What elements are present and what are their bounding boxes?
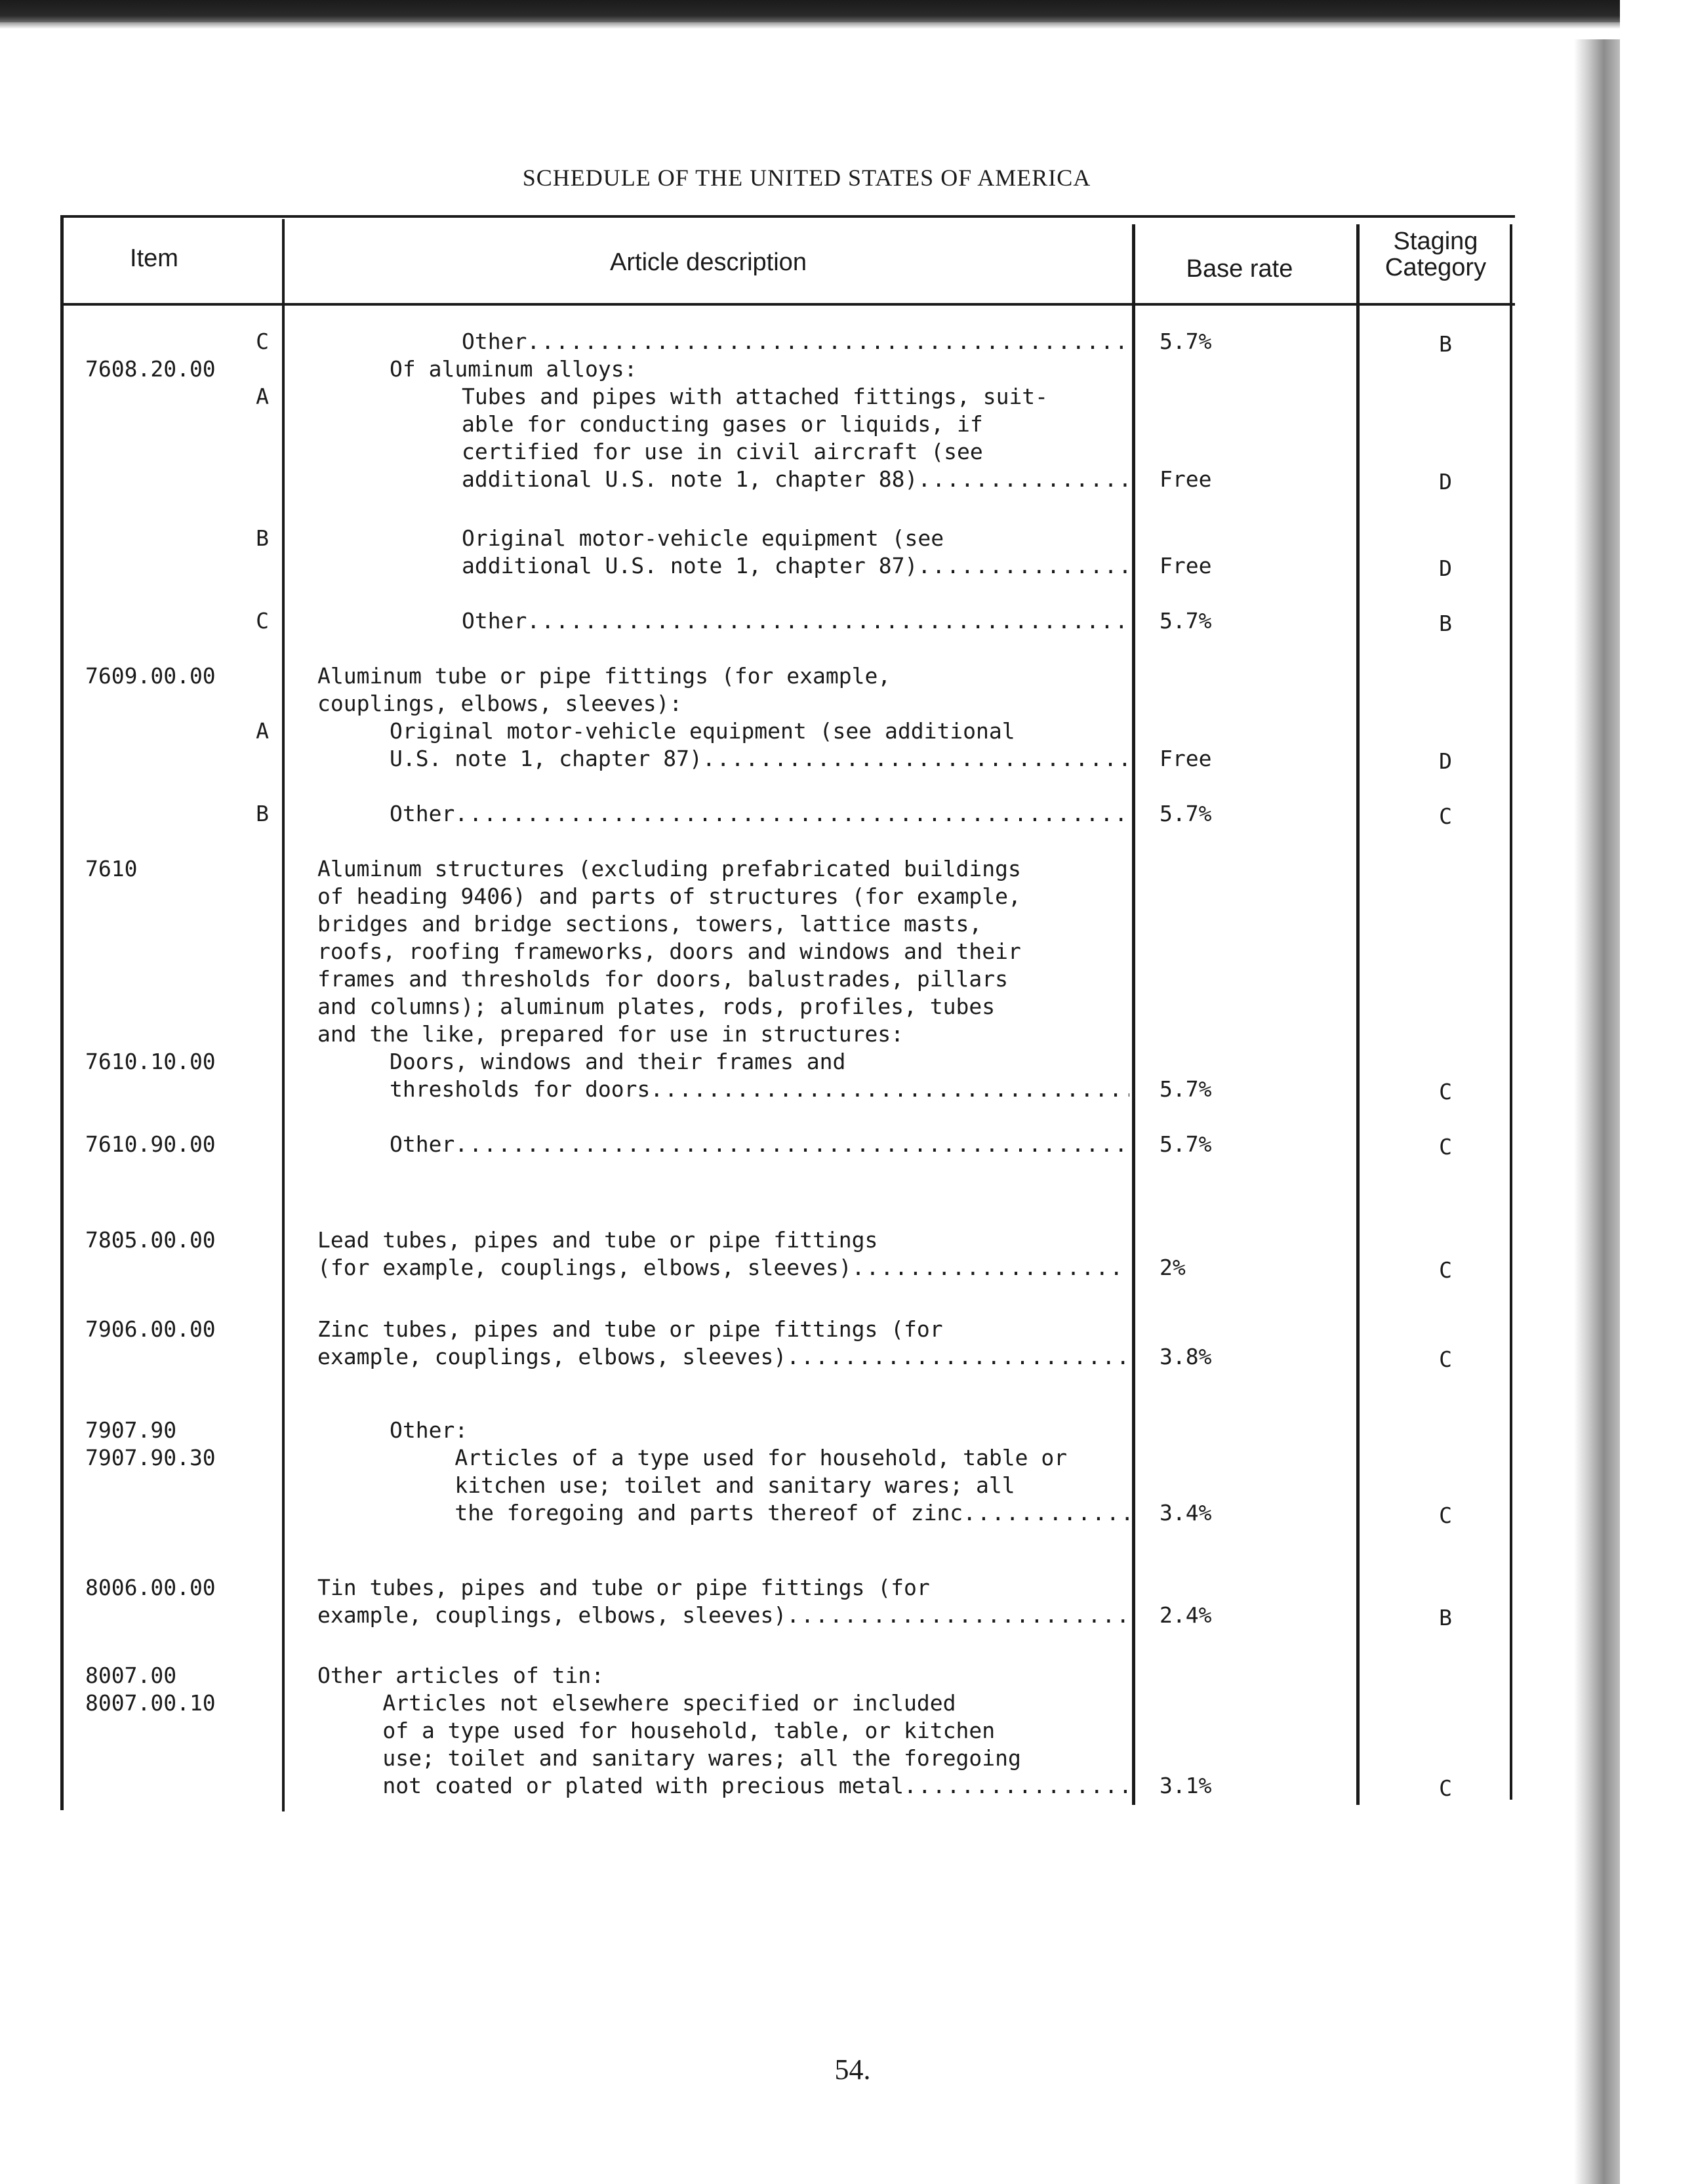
staging-category: D [1439,556,1452,581]
staging-category: D [1439,748,1452,774]
item-code: 8006.00.00 [85,1575,216,1600]
scan-binding-shadow [1574,39,1620,2184]
description-text: Other [390,801,455,826]
staging-category: B [1439,331,1452,357]
article-description-line [462,525,1129,552]
table-header-divider [60,303,1515,306]
description-text: Other: [390,1417,468,1443]
leader-dots [852,1254,1129,1282]
article-description-line [317,1602,1129,1629]
description-text: and the like, prepared for use in structures: [317,1021,904,1047]
description-text: Other [462,608,527,634]
item-code: B [256,801,269,826]
scan-top-edge [0,0,1696,22]
header-base-rate: Base rate [1186,255,1293,283]
description-text: Tubes and pipes with attached fittings, suit- [462,384,1049,409]
item-code: 8007.00 [85,1663,177,1688]
leader-dots [454,1131,1129,1158]
description-text: certified for use in civil aircraft (see [462,439,983,464]
description-text: additional U.S. note 1, chapter 87) [462,553,918,578]
article-description-line [317,1316,1129,1343]
article-description-line [317,883,1129,910]
description-text: Articles not elsewhere specified or included [317,1690,956,1716]
description-text: U.S. note 1, chapter 87) [390,746,702,771]
item-code: A [256,718,269,744]
description-text: able for conducting gases or liquids, if [462,411,983,437]
header-staging-line2: Category [1384,254,1487,281]
staging-category: C [1439,1134,1452,1160]
article-description-line [317,993,1129,1021]
base-rate: 5.7% [1160,1131,1212,1157]
staging-category: C [1439,1346,1452,1372]
leader-dots [454,800,1129,828]
article-description-line [390,1417,1129,1444]
description-text: frames and thresholds for doors, balustrades, pillars [317,966,1008,992]
header-staging-line1: Staging [1393,228,1478,255]
leader-dots [918,466,1129,493]
staging-category: C [1439,1503,1452,1528]
description-text: the foregoing and parts thereof of zinc [390,1500,963,1526]
article-description-line [390,355,1129,383]
article-description-line [317,1662,1129,1689]
leader-dots [786,1343,1129,1371]
article-description-line [390,1499,1129,1527]
article-description-line [462,466,1129,493]
description-text: Aluminum structures (excluding prefabricated buildings [317,856,1021,881]
article-description-line [317,1717,1129,1745]
header-item: Item [130,245,178,272]
leader-dots [904,1772,1129,1800]
base-rate: 3.4% [1160,1500,1212,1526]
base-rate: Free [1160,746,1212,771]
page-number: 54. [834,2053,871,2086]
description-text: of heading 9406) and parts of structures (for example, [317,883,1021,909]
base-rate: 5.7% [1160,1076,1212,1102]
item-code: C [256,329,269,354]
description-text: Other articles of tin: [317,1663,605,1688]
staging-category: B [1439,1605,1452,1630]
leader-dots [702,745,1129,773]
article-description-line [462,328,1129,355]
article-description-line [317,1745,1129,1772]
item-code: 7609.00.00 [85,663,216,689]
description-text: Aluminum tube or pipe fittings (for example, [317,663,891,689]
article-description-line [390,745,1129,773]
header-staging-category [1362,228,1510,281]
header-article-description: Article description [610,249,807,276]
description-text: and columns); aluminum plates, rods, profiles, tubes [317,994,996,1019]
description-text: Zinc tubes, pipes and tube or pipe fittings (for [317,1316,943,1342]
staging-category: C [1439,1775,1452,1801]
description-text: Doors, windows and their frames and [390,1049,846,1074]
item-code: 7907.90 [85,1417,177,1443]
description-text: use; toilet and sanitary wares; all the foregoing [317,1745,1021,1771]
article-description-line [317,965,1129,993]
leader-dots [527,607,1129,635]
description-text: not coated or plated with precious metal [317,1773,904,1798]
item-code: 7610.10.00 [85,1049,216,1074]
article-description-line [317,1226,1129,1254]
base-rate: 5.7% [1160,329,1212,354]
description-text: Other [390,1131,455,1157]
leader-dots [786,1602,1129,1629]
description-text: Lead tubes, pipes and tube or pipe fittings [317,1227,878,1253]
column-divider-rate [1132,224,1135,1805]
base-rate: 3.8% [1160,1344,1212,1369]
item-code: 7907.90.30 [85,1445,216,1470]
description-text: (for example, couplings, elbows, sleeves) [317,1255,852,1280]
base-rate: 5.7% [1160,801,1212,826]
item-code: 7610.90.00 [85,1131,216,1157]
description-text: couplings, elbows, sleeves): [317,691,683,716]
article-description-line [317,1343,1129,1371]
article-description-line [462,552,1129,580]
article-description-line [317,690,1129,718]
article-description-line [390,1048,1129,1076]
description-text: Articles of a type used for household, table or [390,1445,1068,1470]
article-description-line [317,1574,1129,1602]
description-text: Original motor-vehicle equipment (see additional [390,718,1015,744]
column-divider-item [282,219,285,1811]
staging-category: C [1439,1079,1452,1104]
description-text: example, couplings, elbows, sleeves) [317,1602,787,1628]
article-description-line [462,383,1129,411]
article-description-line [462,411,1129,438]
base-rate: 3.1% [1160,1773,1212,1798]
description-text: of a type used for household, table, or kitchen [317,1718,996,1743]
description-text: Tin tubes, pipes and tube or pipe fittings (for [317,1575,930,1600]
description-text: bridges and bridge sections, towers, lattice masts, [317,911,982,937]
base-rate: 2.4% [1160,1602,1212,1628]
article-description-line [390,1472,1129,1499]
item-code: A [256,384,269,409]
description-text: roofs, roofing frameworks, doors and windows and their [317,939,1021,964]
leader-dots [963,1499,1129,1527]
article-description-line [317,938,1129,965]
leader-dots [650,1076,1129,1103]
item-code: 8007.00.10 [85,1690,216,1716]
article-description-line [390,718,1129,745]
item-code: 7608.20.00 [85,356,216,382]
staging-category: C [1439,1257,1452,1283]
item-code: 7610 [85,856,138,881]
article-description-line [317,1689,1129,1717]
description-text: example, couplings, elbows, sleeves) [317,1344,787,1369]
base-rate: 5.7% [1160,608,1212,634]
leader-dots [918,552,1129,580]
article-description-line [390,1444,1129,1472]
article-description-line [317,855,1129,883]
article-description-line [462,438,1129,466]
article-description-line [317,1772,1129,1800]
item-code: C [256,608,269,634]
staging-category: B [1439,611,1452,636]
item-code: 7805.00.00 [85,1227,216,1253]
description-text: thresholds for doors [390,1076,651,1102]
article-description-line [317,1021,1129,1048]
article-description-line [317,910,1129,938]
table-right-border [1510,224,1512,1800]
description-text: additional U.S. note 1, chapter 88) [462,466,918,492]
leader-dots [527,328,1129,355]
staging-category: D [1439,469,1452,495]
page-title: SCHEDULE OF THE UNITED STATES OF AMERICA [522,165,1091,191]
description-text: kitchen use; toilet and sanitary wares; all [390,1472,1015,1498]
base-rate: 2% [1160,1255,1186,1280]
article-description-line [390,800,1129,828]
column-divider-staging [1356,224,1360,1805]
description-text: Of aluminum alloys: [390,356,637,382]
staging-category: C [1439,803,1452,829]
base-rate: Free [1160,553,1212,578]
item-code: B [256,525,269,551]
article-description-line [390,1076,1129,1103]
article-description-line [317,1254,1129,1282]
item-code: 7906.00.00 [85,1316,216,1342]
description-text: Other [462,329,527,354]
article-description-line [462,607,1129,635]
table-top-border [60,215,1515,218]
scan-margin [1620,0,1696,2184]
base-rate: Free [1160,466,1212,492]
table-left-border [60,215,64,1810]
description-text: Original motor-vehicle equipment (see [462,525,944,551]
article-description-line [317,662,1129,690]
article-description-line [390,1131,1129,1158]
